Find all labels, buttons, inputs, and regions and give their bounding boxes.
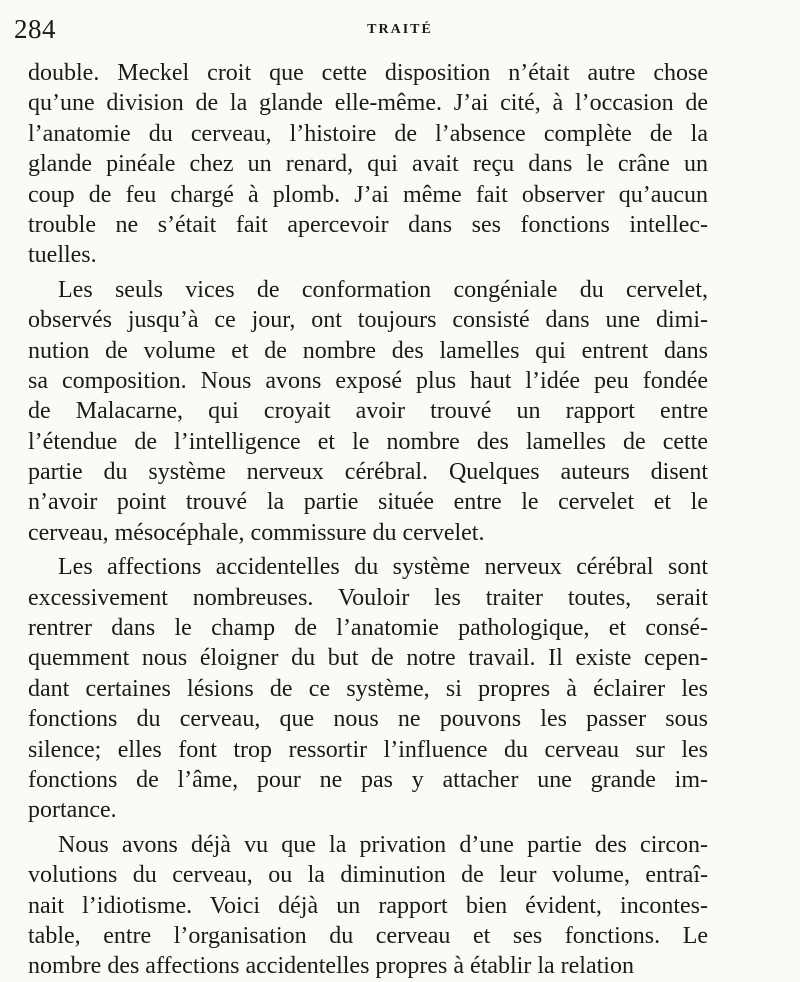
text-line: glande pinéale chez un renard, qui avait reçu dans le crâne un	[28, 151, 708, 178]
text-line: double. Meckel croit que cette disposition n’était autre chose	[28, 60, 708, 86]
text-line: nombre des affections accidentelles propres à établir la relation	[28, 953, 634, 980]
text-line: cerveau, mésocéphale, commissure du cervelet.	[28, 519, 485, 546]
text-line: n’avoir point trouvé la partie située entre le cervelet et le	[28, 489, 708, 516]
text-line: silence; elles font trop ressortir l’influence du cerveau sur les	[28, 736, 708, 763]
text-line: excessivement nombreuses. Vouloir les traiter toutes, serait	[28, 584, 708, 611]
text-line: Les affections accidentelles du système nerveux cérébral sont	[58, 554, 708, 581]
page-number: 284	[14, 14, 56, 44]
paragraph	[28, 58, 708, 271]
text-line: l’anatomie du cerveau, l’histoire de l’absence complète de la	[28, 120, 708, 147]
running-head: TRAITÉ	[367, 22, 433, 37]
text-line: nait l’idiotisme. Voici déjà un rapport bien évident, incontes-	[28, 892, 708, 919]
text-line: nution de volume et de nombre des lamelles qui entrent dans	[28, 337, 708, 364]
paragraph	[28, 830, 708, 982]
body-text	[28, 58, 708, 982]
text-line: de Malacarne, qui croyait avoir trouvé un rapport entre	[28, 398, 708, 425]
text-line: dant certaines lésions de ce système, si propres à éclairer les	[28, 675, 708, 702]
text-line: table, entre l’organisation du cerveau et ses fonctions. Le	[28, 922, 708, 949]
text-line: fonctions du cerveau, que nous ne pouvons les passer sous	[28, 706, 708, 733]
page-header	[14, 14, 786, 50]
paragraph	[28, 552, 708, 826]
text-line: Les seuls vices de conformation congéniale du cervelet,	[58, 276, 708, 303]
text-line: qu’une division de la glande elle-même. J’ai cité, à l’occasion de	[28, 90, 708, 117]
text-line: observés jusqu’à ce jour, ont toujours consisté dans une dimi-	[28, 307, 708, 334]
paragraph	[28, 275, 708, 549]
text-line: partie du système nerveux cérébral. Quelques auteurs disent	[28, 459, 708, 486]
text-line: sa composition. Nous avons exposé plus haut l’idée peu fondée	[28, 367, 708, 394]
text-line: tuelles.	[28, 242, 97, 269]
text-line: rentrer dans le champ de l’anatomie pathologique, et consé-	[28, 615, 708, 642]
text-line: quemment nous éloigner du but de notre travail. Il existe cepen-	[28, 645, 708, 672]
text-line: trouble ne s’était fait apercevoir dans ses fonctions intellec-	[28, 211, 708, 238]
text-line: volutions du cerveau, ou la diminution de leur volume, entraî-	[28, 862, 708, 889]
text-line: l’étendue de l’intelligence et le nombre des lamelles de cette	[28, 428, 708, 455]
text-line: coup de feu chargé à plomb. J’ai même fait observer qu’aucun	[28, 181, 708, 208]
text-line: portance.	[28, 797, 117, 824]
text-line: Nous avons déjà vu que la privation d’une partie des circon-	[58, 831, 708, 858]
text-line: fonctions de l’âme, pour ne pas y attacher une grande im-	[28, 766, 708, 793]
